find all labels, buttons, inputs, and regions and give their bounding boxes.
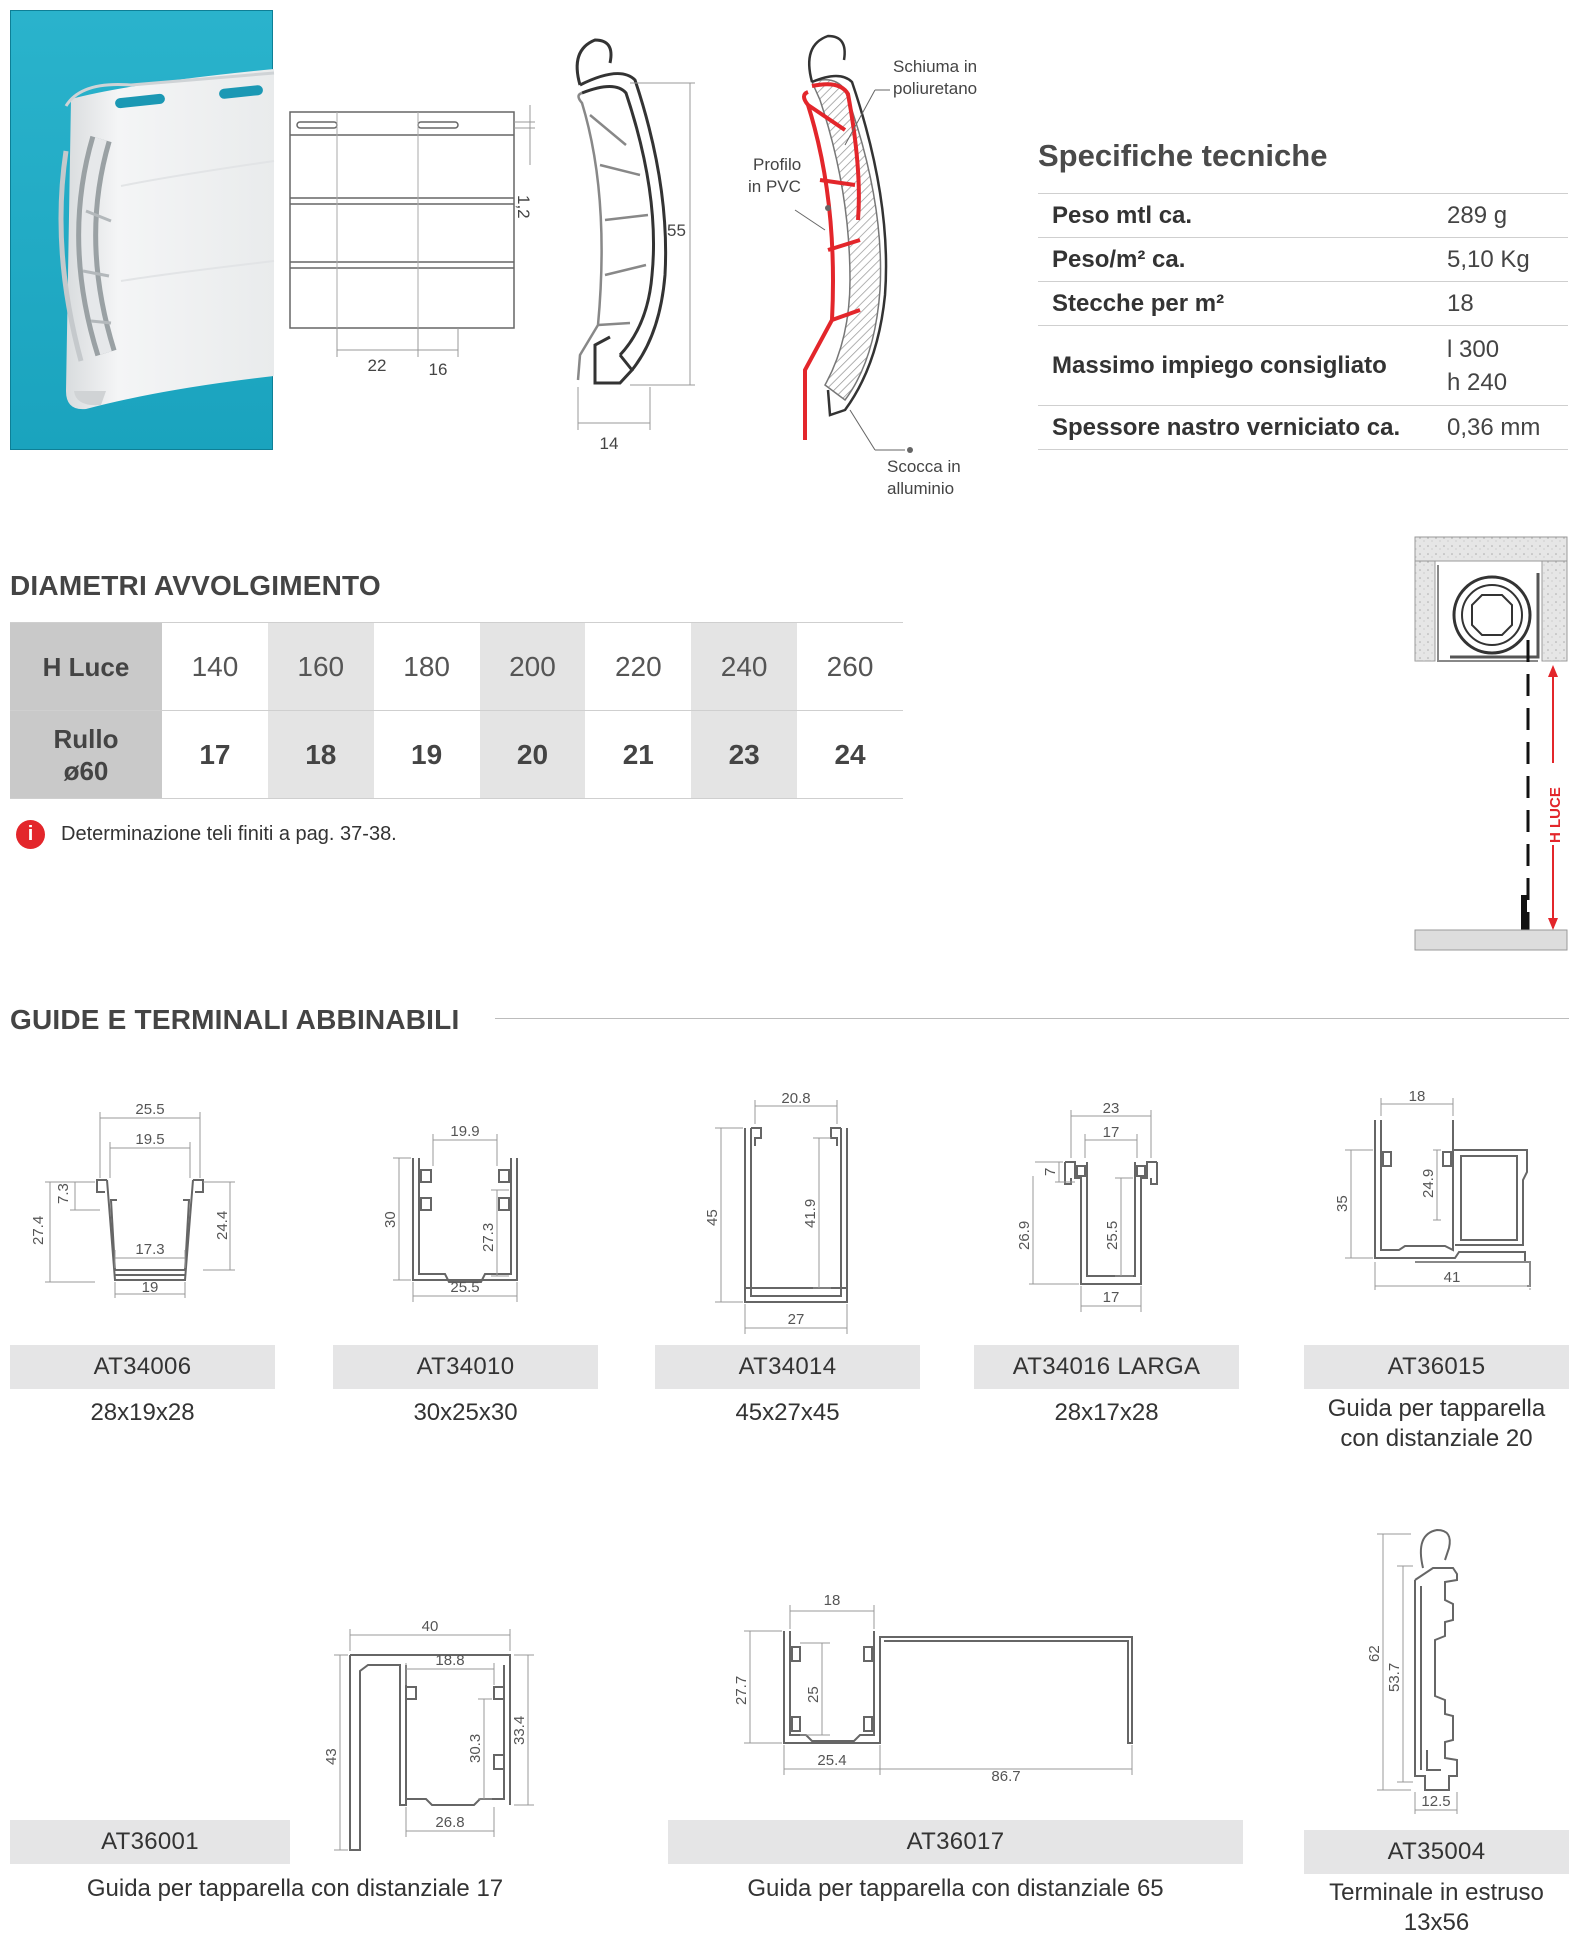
spec-key: Massimo impiego consigliato <box>1038 326 1433 406</box>
slat-front-drawing <box>280 95 550 385</box>
specs-row <box>1038 238 1568 282</box>
dim-label: 14 <box>599 434 619 453</box>
profile-desc <box>668 1874 1243 1904</box>
h-luce-row <box>10 623 903 711</box>
spec-value: 18 <box>1433 282 1568 326</box>
dim-label: 25.5 <box>135 1101 165 1118</box>
profile-drawing-at34016 <box>1015 1100 1185 1320</box>
profile-drawing-at36015 <box>1315 1090 1545 1320</box>
dim-label: 62 <box>1366 1645 1383 1662</box>
h-luce-cell: 220 <box>585 623 691 711</box>
profile-code: AT34014 <box>655 1345 920 1389</box>
profile-desc-line: con distanziale 20 <box>1340 1425 1533 1452</box>
rullo-cell: 20 <box>480 711 586 799</box>
h-luce-cell: 260 <box>797 623 903 711</box>
dim-label: 18 <box>823 1592 841 1609</box>
dim-label: 1,2 <box>514 195 533 219</box>
rullo-cell: 18 <box>268 711 374 799</box>
dim-label: 18 <box>1408 1088 1426 1105</box>
profile-code: AT34016 LARGA <box>974 1345 1239 1389</box>
info-note <box>16 820 397 849</box>
dim-label: 24.9 <box>1420 1168 1437 1198</box>
section-divider <box>495 1018 1569 1019</box>
dim-label: 19.5 <box>135 1131 165 1148</box>
dim-label: 25 <box>805 1686 822 1703</box>
profile-drawing-at36017 <box>730 1575 1140 1790</box>
specs-row <box>1038 406 1568 450</box>
dim-label: 30 <box>382 1211 399 1228</box>
profile-desc <box>333 1398 598 1428</box>
product-photo <box>10 10 273 450</box>
dim-label: 30.3 <box>467 1733 484 1763</box>
profile-desc <box>655 1398 920 1428</box>
callout-foam-1: Schiuma in <box>893 57 978 76</box>
guide-title: GUIDE E TERMINALI ABBINABILI <box>10 1004 460 1035</box>
dim-label: 27.7 <box>733 1675 750 1705</box>
dim-label: 19 <box>141 1279 159 1296</box>
specs-row <box>1038 282 1568 326</box>
dim-label: 33.4 <box>511 1715 528 1745</box>
specs-title: Specifiche tecniche <box>1038 138 1328 173</box>
spec-value <box>1433 326 1568 406</box>
dim-label: 53.7 <box>1386 1662 1403 1692</box>
dim-label: 12.5 <box>1421 1793 1451 1810</box>
roller-box-drawing <box>1410 535 1570 965</box>
dim-label: 27 <box>787 1311 805 1328</box>
h-luce-cell: 160 <box>268 623 374 711</box>
rullo-cell: 24 <box>797 711 903 799</box>
profile-desc-line: 30x25x30 <box>413 1399 518 1426</box>
profile-code: AT34010 <box>333 1345 598 1389</box>
rullo-cell: 19 <box>374 711 480 799</box>
h-luce-label: H LUCE <box>1547 787 1564 843</box>
rullo-cell: 17 <box>162 711 268 799</box>
dim-label: 27.4 <box>30 1215 47 1245</box>
profile-desc-line: 13x56 <box>1403 1909 1470 1936</box>
profile-desc <box>1304 1878 1569 1938</box>
slat-section-drawing <box>560 25 710 460</box>
dim-label: 20.8 <box>781 1090 811 1107</box>
rullo-header-line: Rullo <box>53 723 119 754</box>
profile-code: AT35004 <box>1304 1830 1569 1874</box>
rullo-header-line: ø60 <box>63 755 109 786</box>
profile-code: AT34006 <box>10 1345 275 1389</box>
rullo-cell: 21 <box>585 711 691 799</box>
rullo-row <box>10 711 903 799</box>
specs-row <box>1038 326 1568 406</box>
callout-shell-1: Scocca in <box>887 457 961 476</box>
h-luce-cell: 140 <box>162 623 268 711</box>
h-luce-cell: 240 <box>691 623 797 711</box>
dim-label: 18.8 <box>435 1652 465 1669</box>
dim-label: 19.9 <box>450 1123 480 1140</box>
profile-drawing-at34014 <box>695 1090 865 1340</box>
dim-label: 25.4 <box>817 1752 847 1769</box>
profile-desc <box>974 1398 1239 1428</box>
profile-code: AT36017 <box>668 1820 1243 1864</box>
profile-desc-line: Guida per tapparella con distanziale 17 <box>86 1875 504 1902</box>
dim-label: 45 <box>704 1209 721 1226</box>
dim-label: 25.5 <box>1104 1220 1121 1250</box>
dim-label: 27.3 <box>480 1222 497 1252</box>
profile-desc <box>10 1398 275 1428</box>
dim-label: 41 <box>1443 1269 1461 1286</box>
rullo-cell: 23 <box>691 711 797 799</box>
spec-value-line: h 240 <box>1447 368 1508 396</box>
dim-label: 17 <box>1102 1124 1120 1141</box>
spec-key: Stecche per m² <box>1038 282 1433 326</box>
dim-label: 24.4 <box>214 1210 231 1240</box>
profile-desc <box>10 1874 580 1904</box>
rullo-header <box>10 711 162 799</box>
profile-desc-line: Guida per tapparella con distanziale 65 <box>747 1875 1164 1902</box>
dim-label: 7.3 <box>55 1183 72 1204</box>
callout-foam-2: poliuretano <box>893 79 978 98</box>
spec-value-line: l 300 <box>1447 335 1500 363</box>
spec-value: 5,10 Kg <box>1433 238 1568 282</box>
info-icon: i <box>16 820 45 849</box>
dim-label: 17 <box>1102 1289 1120 1306</box>
dim-label: 23 <box>1102 1100 1120 1117</box>
callout-pvc-2: in PVC <box>748 177 801 196</box>
dim-label: 40 <box>421 1618 439 1635</box>
dim-label: 25.5 <box>450 1279 480 1296</box>
spec-key: Spessore nastro verniciato ca. <box>1038 406 1433 450</box>
profile-code: AT36001 <box>10 1820 290 1864</box>
profile-drawing-at36001 <box>310 1615 550 1860</box>
dim-label: 16 <box>428 360 448 379</box>
profile-code: AT36015 <box>1304 1345 1569 1389</box>
dim-label: 86.7 <box>991 1768 1021 1785</box>
callout-shell-2: alluminio <box>887 479 955 498</box>
dim-label: 41.9 <box>802 1198 819 1228</box>
callout-pvc-1: Profilo <box>753 155 802 174</box>
dim-label: 7 <box>1042 1167 1059 1176</box>
h-luce-header: H Luce <box>10 623 162 711</box>
dim-label: 26.9 <box>1016 1220 1033 1250</box>
info-note-text: Determinazione teli finiti a pag. 37-38. <box>61 823 397 845</box>
profile-desc-line: 45x27x45 <box>735 1399 840 1426</box>
dim-label: 22 <box>367 356 387 375</box>
dim-label: 26.8 <box>435 1814 465 1831</box>
spec-value: 289 g <box>1433 194 1568 238</box>
specs-table <box>1038 193 1568 450</box>
dim-label: 43 <box>323 1748 340 1765</box>
profile-drawing-at34006 <box>25 1100 255 1310</box>
spec-value: 0,36 mm <box>1433 406 1568 450</box>
profile-drawing-at34010 <box>382 1110 545 1310</box>
profile-desc-line: 28x19x28 <box>90 1399 195 1426</box>
spec-key: Peso/m² ca. <box>1038 238 1433 282</box>
slat-material-drawing <box>720 20 1020 510</box>
profile-drawing-at35004 <box>1345 1520 1525 1820</box>
specs-row <box>1038 194 1568 238</box>
h-luce-cell: 180 <box>374 623 480 711</box>
dim-label: 17.3 <box>135 1241 165 1258</box>
dim-label: 35 <box>1334 1195 1351 1212</box>
profile-desc-line: Terminale in estruso <box>1329 1879 1544 1906</box>
dim-label: 55 <box>667 221 686 240</box>
profile-desc-line: 28x17x28 <box>1054 1399 1159 1426</box>
profile-desc <box>1304 1394 1569 1454</box>
diametri-table <box>10 622 903 799</box>
h-luce-cell: 200 <box>480 623 586 711</box>
diametri-title: DIAMETRI AVVOLGIMENTO <box>10 570 381 601</box>
profile-desc-line: Guida per tapparella <box>1327 1395 1546 1422</box>
spec-key: Peso mtl ca. <box>1038 194 1433 238</box>
